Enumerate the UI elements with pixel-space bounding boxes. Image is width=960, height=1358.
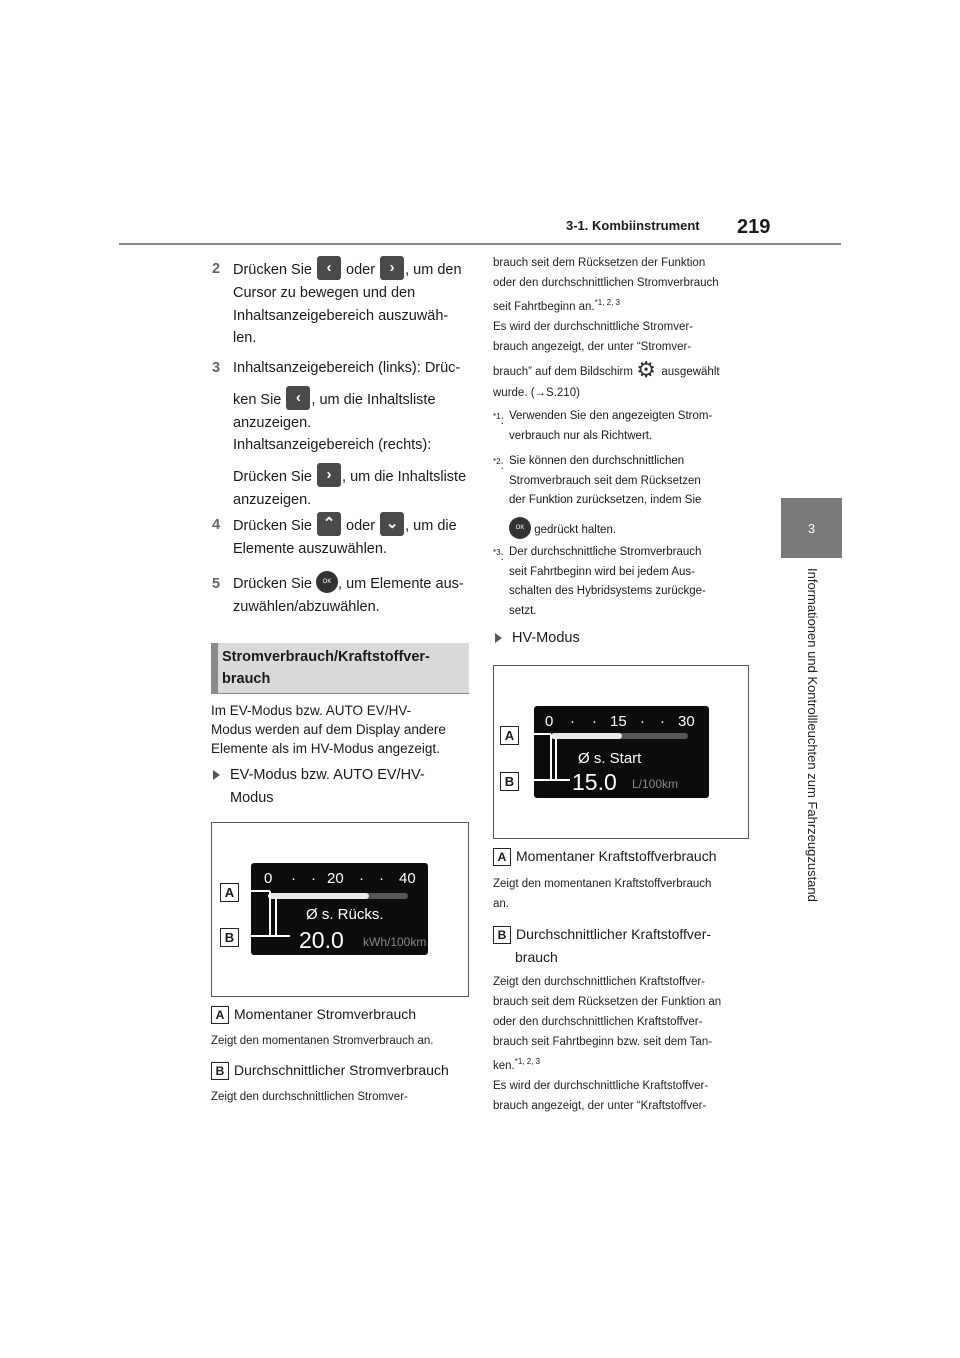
header-rule (119, 243, 841, 245)
step-number: 3 (212, 360, 221, 376)
bullet-hv-mode: HV-Modus (495, 627, 745, 650)
callout-a: A (500, 726, 519, 745)
footnote-3: $^{*3}$: Der durchschnittliche Stromverbrauch seit Fahrtbeginn wird bei jedem Aus- schalten des Hybridsystems zurückge- setzt. (493, 546, 706, 617)
up-arrow-icon: ⌃ (317, 512, 341, 536)
footnote-2: $^{*2}$: Sie können den durchschnittlichen Stromverbrauch seit dem Rücksetzen der Funktion zurücksetzen, indem Sie OK gedrückt halten. (493, 452, 753, 541)
down-arrow-icon: ⌄ (380, 512, 404, 536)
left-arrow-icon: ‹ (286, 386, 310, 410)
section-heading (211, 643, 469, 693)
gear-icon: ⚙ (636, 356, 656, 382)
step-2: 2 Drücken Sie ‹ oder › , um den Cursor zu bewegen und den Inhaltsanzeigebereich auszuwäh- len. (233, 258, 473, 350)
avg-consumption-continued: brauch seit dem Rücksetzen der Funktion oder den durchschnittlichen Stromverbrauch seit Fahrtbeginn an.$^{*1, 2, 3}$ Es wird der durchschnittliche Stromver- brauch angezeigt, der unter “Stromver- brauch” auf dem Bildschirm ⚙ ausgewählt wurde. (→S.210) (493, 257, 720, 399)
item-a-desc: Zeigt den momentanen Kraftstoffverbrauch an. (493, 878, 712, 910)
item-b-desc: Zeigt den durchschnittlichen Kraftstoffver- brauch seit dem Rücksetzen der Funktion an oder den durchschnittlichen Kraftstoffver- brauch seit Fahrtbeginn bzw. seit dem Tan- ken.$^{*1, 2, 3}$ Es wird der durchschnittliche Kraftstoffver- brauch angezeigt, der unter “Kraftstoffver- (493, 976, 722, 1112)
heading-text: Stromverbrauch/Kraftstoffver- brauch (222, 649, 430, 687)
step-3: 3 Inhaltsanzeigebereich (links): Drüc- ken Sie ‹ , um die Inhaltsliste anzuzeigen. Inhaltsanzeigebereich (rechts): Drücken Sie › , um die Inhaltsliste anzuzeigen. (233, 357, 473, 511)
chapter-tab: 3 (781, 498, 842, 558)
footnote-1: $^{*1}$: Verwenden Sie den angezeigten Strom- verbrauch nur als Richtwert. (493, 410, 713, 442)
hv-display-screen: 0 · · 15 · · 30 Ø s. Start 15.0 L/100km (534, 706, 709, 798)
ok-button-icon: OK (509, 517, 531, 539)
bullet-triangle-icon (495, 633, 502, 643)
bullet-triangle-icon (213, 770, 220, 780)
step-number: 2 (212, 261, 221, 277)
item-b-heading: B Durchschnittlicher Stromverbrauch (211, 1062, 471, 1080)
badge-a: A (211, 1006, 229, 1024)
item-b-desc: Zeigt den durchschnittlichen Stromver- (211, 1091, 408, 1103)
badge-a: A (493, 848, 511, 866)
ev-display-figure (211, 822, 469, 997)
callout-b: B (220, 928, 239, 947)
left-arrow-icon: ‹ (317, 256, 341, 280)
callout-b: B (500, 772, 519, 791)
step-4: 4 Drücken Sie ⌃ oder ⌄ , um die Elemente auszuwählen. (233, 514, 473, 561)
step-5: 5 Drücken Sie OK , um Elemente aus- zuwählen/abzuwählen. (233, 573, 473, 618)
page-number: 219 (737, 216, 771, 238)
step-number: 5 (212, 576, 221, 592)
intro-paragraph: Im EV-Modus bzw. AUTO EV/HV- Modus werden auf dem Display andere Elemente als im HV-Modus angezeigt. (211, 703, 446, 756)
callout-a: A (220, 883, 239, 902)
badge-b: B (211, 1062, 229, 1080)
callout-lines (212, 823, 468, 996)
badge-b: B (493, 926, 511, 944)
hv-display-figure (493, 665, 749, 839)
ev-display-screen: 0 · · 20 · · 40 Ø s. Rücks. 20.0 kWh/100km (251, 863, 428, 955)
heading-accent-bar (211, 643, 218, 693)
item-a-heading: A Momentaner Kraftstoffverbrauch (493, 848, 753, 866)
ok-button-icon: OK (316, 571, 338, 593)
bullet-ev-mode: EV-Modus bzw. AUTO EV/HV- Modus (213, 764, 463, 809)
callout-lines (494, 666, 748, 838)
chapter-title-vertical: Informationen und Kontrollleuchten zum Fahrzeugzustand (805, 568, 820, 902)
right-arrow-icon: › (317, 463, 341, 487)
step-number: 4 (212, 517, 221, 533)
item-a-heading: A Momentaner Stromverbrauch (211, 1006, 471, 1024)
item-b-heading: B Durchschnittlicher Kraftstoffver- brauch (493, 923, 753, 969)
right-arrow-icon: › (380, 256, 404, 280)
section-title: 3-1. Kombiinstrument (566, 218, 700, 233)
item-a-desc: Zeigt den momentanen Stromverbrauch an. (211, 1035, 434, 1047)
